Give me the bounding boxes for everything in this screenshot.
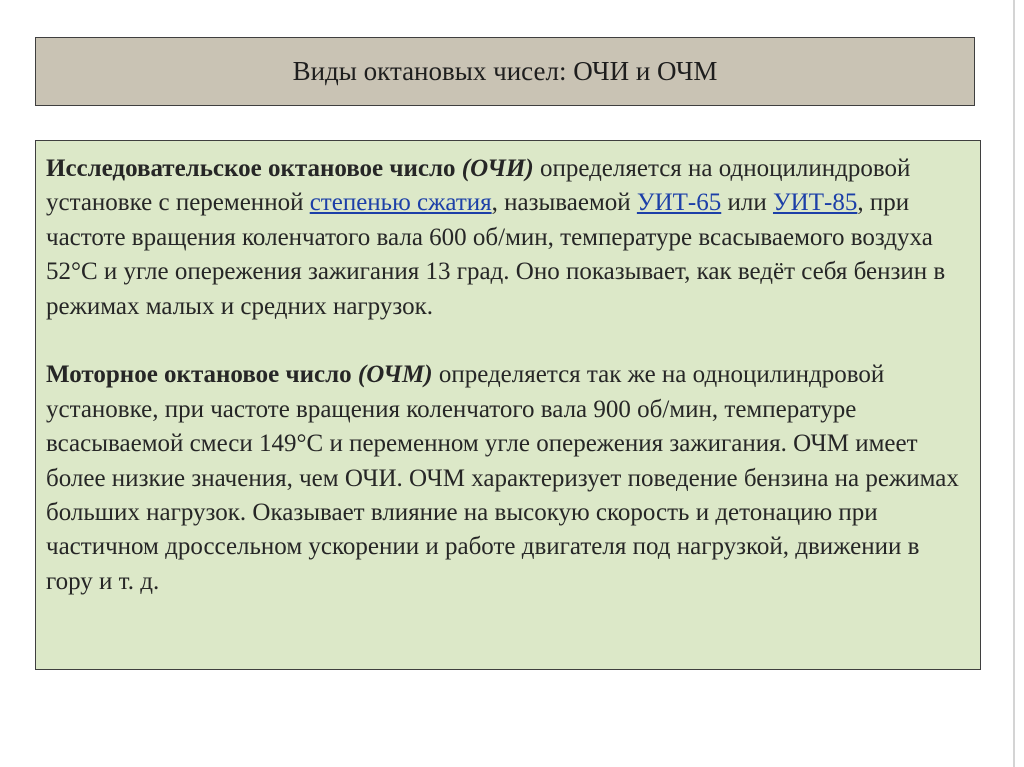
ochi-abbr: (ОЧИ) (461, 155, 534, 182)
slide-edge-divider (1013, 0, 1015, 767)
ochi-text-2: , называемой (491, 189, 637, 217)
paragraph-gap (46, 324, 970, 358)
ochi-text-1: определяется на одноцилиндровой установке с переменной (46, 155, 911, 217)
ochi-text-4: , при частоте вращения коленчатого вала 600 об/мин, температуре всасываемого воздуха 52°С и угле опережения зажигания 13 град. Оно показывает, как ведёт себя бензин в режимах малых и средних нагрузок. (46, 189, 946, 320)
slide-title-box (35, 37, 975, 106)
ochm-abbr: (ОЧМ) (357, 361, 433, 389)
slide-body-box (35, 140, 981, 670)
slide-title: Виды октановых чисел: ОЧИ и ОЧМ (292, 56, 718, 86)
link-compression-ratio[interactable]: степенью сжатия (309, 189, 492, 217)
ochm-text: определяется так же на одноцилиндровой установке, при частоте вращения коленчатого вала 900 об/мин, температуре всасываемой смеси 149°C и переменном угле опережения зажигания. ОЧМ имеет более низкие значения, чем ОЧИ. ОЧМ характеризует поведение бензина на режимах больших нагрузок. Оказывает влияние на высокую скорость и детонацию при частичном дроссельном ускорении и работе двигателя под нагрузкой, движении в гору и т. д. (46, 361, 959, 595)
ochi-text-3: или (721, 189, 773, 217)
ochm-term: Моторное октановое число (46, 361, 352, 389)
paragraph-ochi (46, 152, 970, 324)
ochi-term: Исследовательское октановое число (46, 155, 456, 182)
paragraph-ochm (46, 358, 970, 599)
link-uit-65[interactable]: УИТ-65 (636, 189, 722, 217)
link-uit-85[interactable]: УИТ-85 (772, 189, 858, 217)
